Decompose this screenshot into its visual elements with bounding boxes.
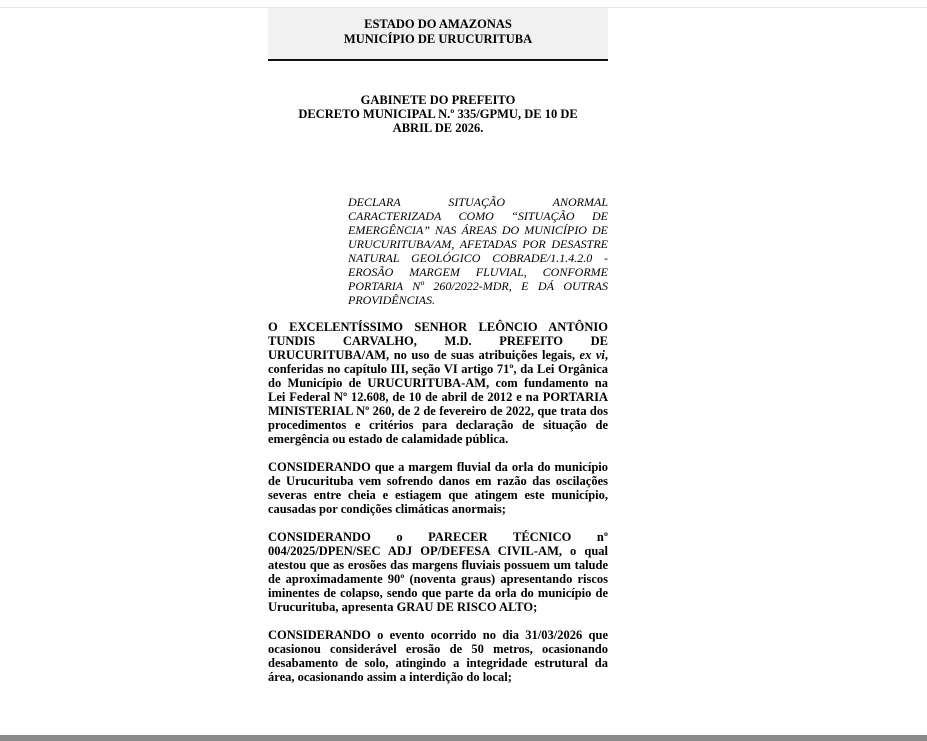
considerando-text: o PARECER TÉCNICO nº 004/2025/DPEN/SEC ADJ OP/DEFESA CIVIL-AM, o qual atestou que as erosões das margens fluviais possuem um talude de aproximadamente 90º (noventa graus) apresentando riscos iminentes de colapso, sendo que parte da orla do município de Urucurituba, apresenta GRAU DE RISCO ALTO; — [268, 530, 608, 614]
title-decree-number: DECRETO MUNICIPAL N.º 335/GPMU, DE 10 DE — [298, 107, 578, 121]
document-header — [268, 8, 608, 61]
considerando-text: o evento ocorrido no dia 31/03/2026 que ocasionou considerável erosão de 50 metros, ocasionando desabamento de solo, atingindo a integridade estrutural da área, ocasionando assim a interdição do local; — [268, 628, 608, 684]
preamble-lead: O EXCELENTÍSSIMO SENHOR LEÔNCIO ANTÔNIO TUNDIS CARVALHO, M.D. PREFEITO DE URUCURITUBA/AM, — [268, 320, 608, 362]
document-page — [268, 8, 608, 684]
preamble-text-a: no uso de suas atribuições legais, — [389, 348, 580, 362]
decree-summary: DECLARA SITUAÇÃO ANORMAL CARACTERIZADA COMO “SITUAÇÃO DE EMERGÊNCIA” NAS ÁREAS DO MUNICÍPIO DE URUCURITUBA/AM, AFETADAS POR DESASTRE NATURAL GEOLÓGICO COBRADE/1.1.4.2.0 - EROSÃO MARGEM FLUVIAL, CONFORME PORTARIA Nº 260/2022-MDR, E DÁ OUTRAS PROVIDÊNCIAS. — [348, 195, 608, 307]
header-municipality: MUNICÍPIO DE URUCURITUBA — [343, 32, 533, 46]
considerando-paragraph — [268, 530, 608, 614]
preamble-italic: ex vi — [579, 348, 605, 362]
header-state: ESTADO DO AMAZONAS — [364, 17, 512, 31]
title-office: GABINETE DO PREFEITO — [360, 93, 516, 107]
title-decree-date: ABRIL DE 2026. — [392, 121, 484, 135]
horizontal-scrollbar[interactable] — [0, 735, 927, 741]
considerando-text: que a margem fluvial da orla do município de Urucurituba vem sofrendo danos em razão das oscilações severas entre cheia e estiagem que atingem este município, causadas por condições climáticas anormais; — [268, 460, 608, 516]
considerando-paragraph — [268, 460, 608, 516]
considerando-lead: CONSIDERANDO — [268, 628, 371, 642]
considerando-paragraph — [268, 628, 608, 684]
considerando-lead: CONSIDERANDO — [268, 460, 371, 474]
preamble-paragraph — [268, 320, 608, 446]
considerando-lead: CONSIDERANDO — [268, 530, 371, 544]
preamble-text-b: , conferidas no capítulo III, seção VI artigo 71º, da Lei Orgânica do Município de URUCURITUBA-AM, com fundamento na Lei Federal Nº 12.608, de 10 de abril de 2012 e na PORTARIA MINISTERIAL Nº 260, de 2 de fevereiro de 2022, que trata dos procedimentos e critérios para declaração de situação de emergência ou estado de calamidade pública. — [268, 348, 608, 446]
decree-title — [268, 93, 608, 135]
